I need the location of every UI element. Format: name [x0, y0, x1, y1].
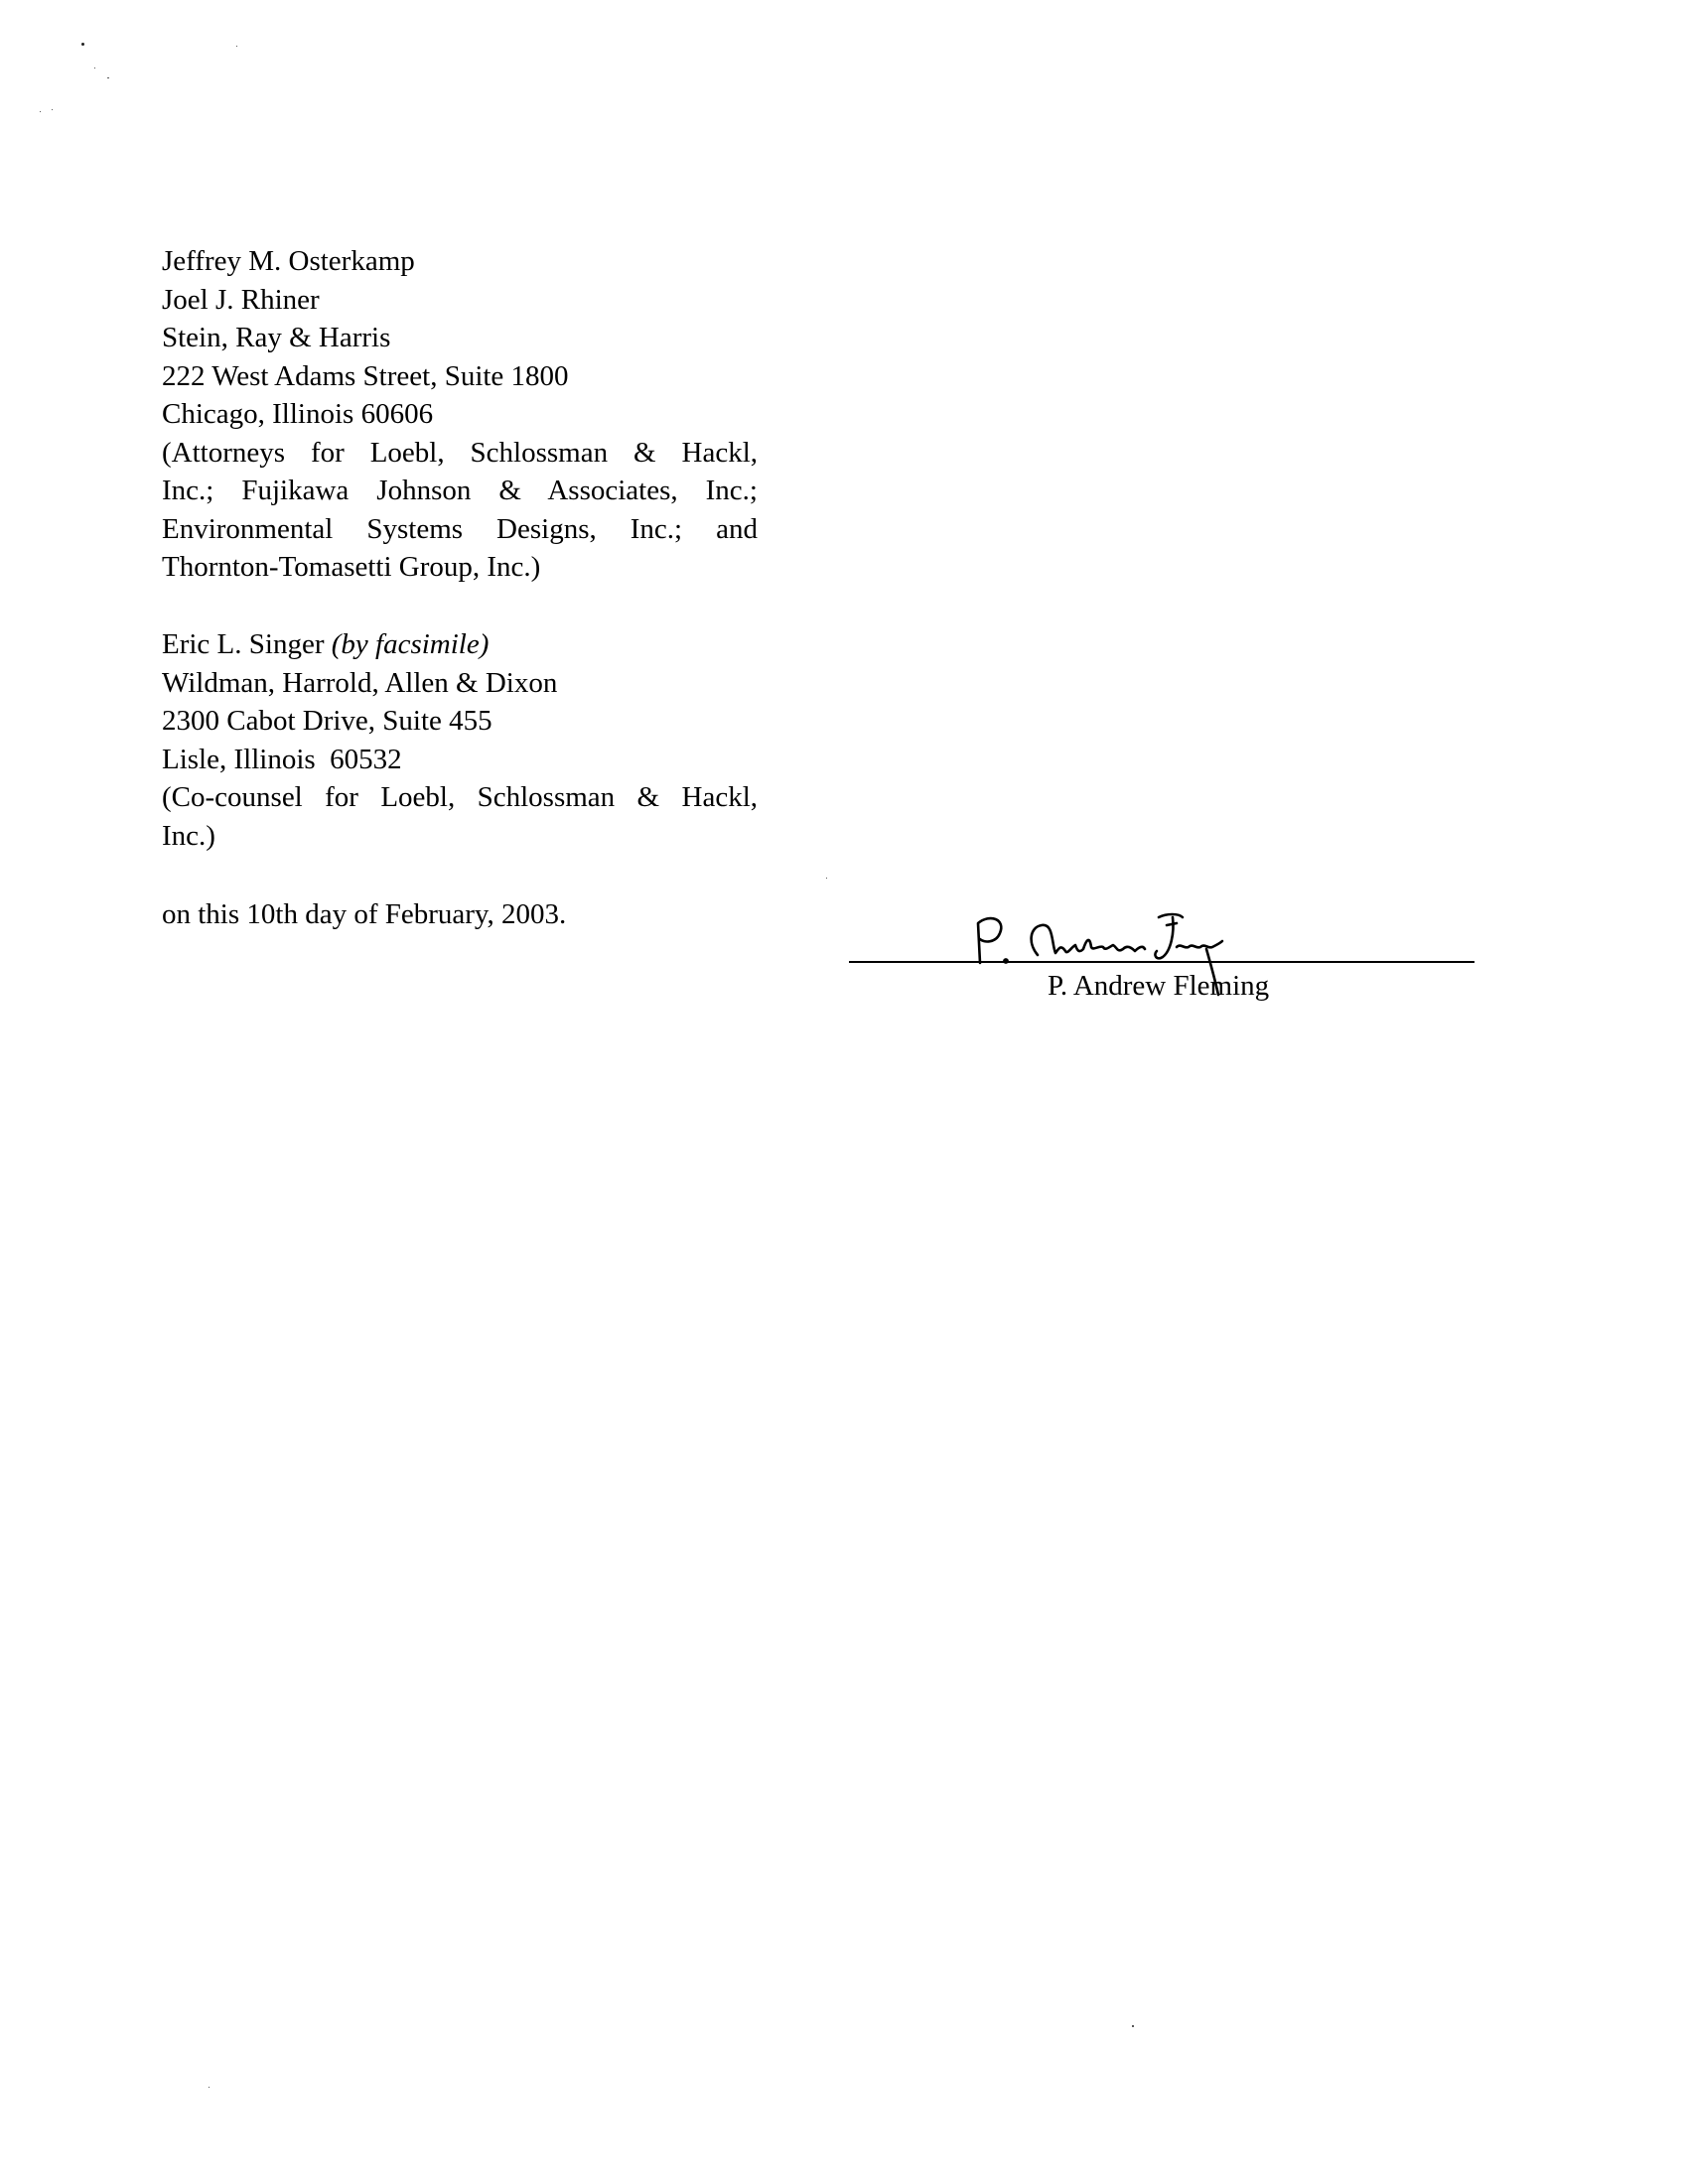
street-address: 2300 Cabot Drive, Suite 455	[162, 705, 492, 737]
role-description-line: Environmental Systems Designs, Inc.; and	[162, 512, 758, 545]
role-description-line: Inc.)	[162, 819, 215, 852]
signature-block	[849, 903, 1474, 1013]
scan-speck	[209, 2087, 210, 2088]
addressee-block-wildman-harrold	[162, 625, 758, 855]
firm-name: Wildman, Harrold, Allen & Dixon	[162, 666, 558, 699]
scan-speck	[81, 43, 84, 46]
role-description-line: (Attorneys for Loebl, Schlossman & Hackl,	[162, 436, 758, 469]
firm-name: Stein, Ray & Harris	[162, 322, 391, 353]
role-description-line: Thornton-Tomasetti Group, Inc.)	[162, 551, 541, 583]
addressee-name-line	[162, 625, 758, 664]
scan-speck	[1132, 2025, 1134, 2027]
addressee-name: Joel J. Rhiner	[162, 283, 320, 316]
addressee-name: Eric L. Singer	[162, 628, 325, 660]
street-address: 222 West Adams Street, Suite 1800	[162, 359, 569, 392]
scan-speck	[40, 111, 41, 112]
scan-speck	[52, 109, 53, 110]
delivery-note: (by facsimile)	[331, 628, 490, 660]
city-state-zip: Chicago, Illinois 60606	[162, 398, 434, 430]
signature-line	[849, 961, 1474, 963]
addressee-name: Jeffrey M. Osterkamp	[162, 245, 415, 277]
city-state-zip: Lisle, Illinois 60532	[162, 743, 402, 775]
role-description-line: (Co-counsel for Loebl, Schlossman & Hackl,	[162, 781, 758, 813]
service-date-line: on this 10th day of February, 2003.	[162, 898, 567, 930]
addressee-block-stein-ray-harris	[162, 242, 758, 587]
scan-speck	[107, 77, 109, 78]
signer-printed-name: P. Andrew Fleming	[1048, 970, 1270, 1002]
scan-speck	[826, 878, 827, 879]
role-description-line: Inc.; Fujikawa Johnson & Associates, Inc.;	[162, 475, 758, 506]
scan-speck	[236, 46, 237, 47]
